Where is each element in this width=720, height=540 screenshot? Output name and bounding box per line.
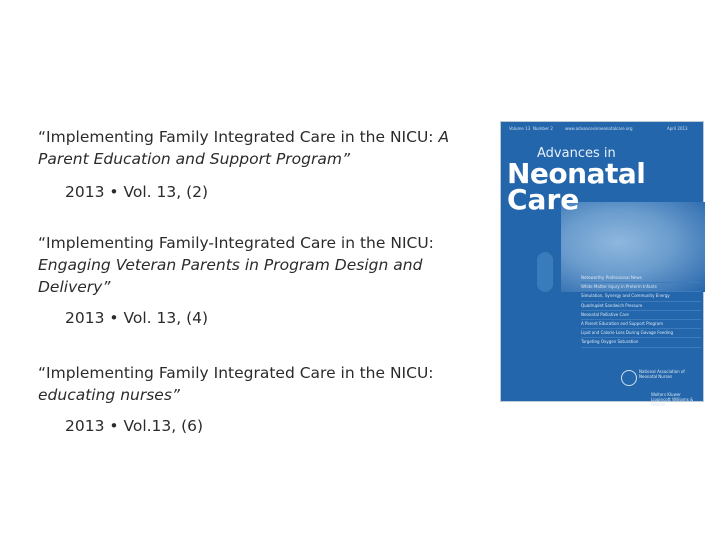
cover-volume: Volume 13 (509, 126, 531, 131)
reference-title (38, 232, 458, 298)
reference-title-plain: “Implementing Family-Integrated Care in the NICU: (38, 234, 434, 252)
journal-name-line2: Care (507, 183, 580, 216)
contents-item: Noteworthy Professional News (581, 274, 701, 283)
footprint-icon (537, 252, 553, 292)
journal-name-line1: Neonatal (507, 157, 646, 190)
publisher-name: Wolters Kluwer Lippincott Williams & Wilkins (651, 392, 694, 407)
association-name: National Association of Neonatal Nurses (639, 369, 685, 379)
contents-item: Quadruplet Sandwich Pressure (581, 302, 701, 311)
reference-title (38, 362, 458, 406)
contents-item: White Matter Injury in Preterm Infants (581, 283, 701, 292)
contents-item: Neonatal Palliative Care (581, 311, 701, 320)
cover-date: April 2013 (667, 126, 688, 131)
cover-website: www.advancesinneonatalcare.org (565, 126, 633, 131)
reference-citation: 2013 • Vol.13, (6) (65, 417, 204, 435)
reference-title-plain: “Implementing Family Integrated Care in the NICU: (38, 128, 439, 146)
cover-number: Number 2 (533, 126, 553, 131)
journal-cover (500, 121, 704, 407)
journal-prefix: Advances in (537, 146, 616, 161)
contents-item: Targeting Oxygen Saturation (581, 338, 701, 347)
reference-citation: 2013 • Vol. 13, (2) (65, 183, 209, 201)
reference-item (38, 126, 458, 203)
cover-contents (581, 274, 701, 348)
reference-title-italic: A Parent Education and Support Program” (38, 128, 450, 168)
reference-title-plain: “Implementing Family Integrated Care in the NICU: (38, 364, 434, 382)
association-logo-icon (621, 370, 637, 386)
cover-header (501, 122, 703, 136)
reference-item (38, 232, 458, 329)
reference-title-italic: educating nurses” (38, 386, 180, 404)
contents-item: A Parent Education and Support Program (581, 320, 701, 329)
reference-citation: 2013 • Vol. 13, (4) (65, 309, 209, 327)
reference-title (38, 126, 458, 170)
reference-item (38, 362, 458, 437)
contents-item: Lipid and Calorie Loss During Gavage Feeding (581, 329, 701, 338)
contents-item: Simulation, Synergy and Community Energy (581, 292, 701, 301)
reference-title-italic: Engaging Veteran Parents in Program Design and Delivery” (38, 256, 423, 296)
